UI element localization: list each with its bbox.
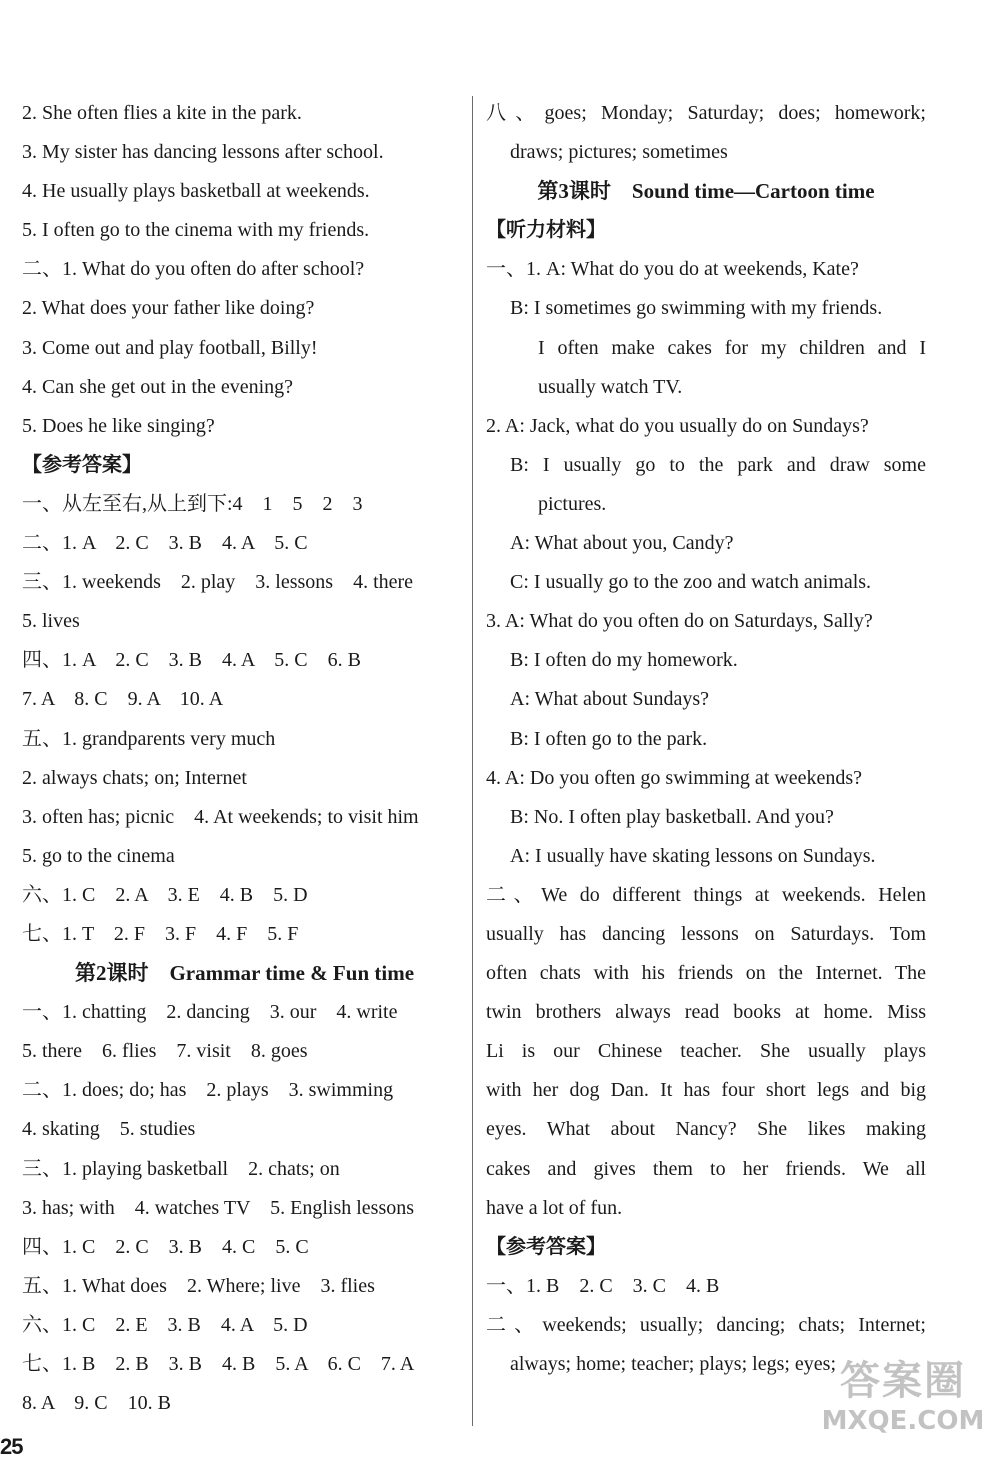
text-line: 5. go to the cinema bbox=[22, 844, 175, 867]
text-line: 5. there 6. flies 7. visit 8. goes bbox=[22, 1040, 308, 1063]
text-line: 四、1. C 2. C 3. B 4. C 5. C bbox=[22, 1235, 309, 1258]
text-line: 三、1. playing basketball 2. chats; on bbox=[22, 1157, 340, 1180]
text-line: 3. has; with 4. watches TV 5. English lessons bbox=[22, 1196, 415, 1219]
text-line: 3. A: What do you often do on Saturdays, Sally? bbox=[486, 610, 873, 633]
watermark-text: 答案圈 bbox=[840, 1358, 966, 1404]
text-line: 二、1. A 2. C 3. B 4. A 5. C bbox=[22, 532, 308, 555]
text-line: B: I usually go to the park and draw some bbox=[510, 453, 926, 476]
text-line: draws; pictures; sometimes bbox=[510, 141, 728, 164]
text-line: 五、1. grandparents very much bbox=[22, 727, 276, 750]
text-line: 2. A: Jack, what do you usually do on Sundays? bbox=[486, 414, 869, 437]
section-label: 【参考答案】 bbox=[22, 453, 142, 476]
text-line: 5. lives bbox=[22, 610, 80, 633]
text-line: 六、1. C 2. A 3. E 4. B 5. D bbox=[22, 883, 308, 906]
text-line: B: I sometimes go swimming with my friends. bbox=[510, 297, 883, 320]
text-line: 5. Does he like singing? bbox=[22, 414, 215, 437]
text-line: 8. A 9. C 10. B bbox=[22, 1392, 171, 1415]
text-line: always; home; teacher; plays; legs; eyes; bbox=[510, 1353, 837, 1375]
text-line: Li is our Chinese teacher. She usually plays bbox=[486, 1040, 926, 1063]
text-line: 二、We do different things at weekends. Helen bbox=[486, 883, 926, 906]
text-line: A: What about you, Candy? bbox=[510, 532, 734, 555]
column-divider bbox=[472, 96, 473, 1426]
section-label: 【参考答案】 bbox=[486, 1235, 606, 1258]
text-line: 七、1. T 2. F 3. F 4. F 5. F bbox=[22, 922, 299, 945]
text-line: usually has dancing lessons on Saturdays. Tom bbox=[486, 922, 926, 945]
text-line: have a lot of fun. bbox=[486, 1196, 623, 1219]
text-line: 一、1. chatting 2. dancing 3. our 4. write bbox=[22, 1001, 398, 1024]
text-line: 三、1. weekends 2. play 3. lessons 4. there bbox=[22, 571, 414, 594]
text-line: twin brothers always read books at home. Miss bbox=[486, 1001, 926, 1024]
section-label: 【听力材料】 bbox=[486, 219, 606, 242]
text-line: 2. She often flies a kite in the park. bbox=[22, 102, 302, 124]
text-line: 七、1. B 2. B 3. B 4. B 5. A 6. C 7. A bbox=[22, 1353, 415, 1375]
watermark-logo bbox=[808, 1356, 998, 1446]
text-line: B: I often do my homework. bbox=[510, 649, 738, 672]
text-line: 2. always chats; on; Internet bbox=[22, 766, 247, 789]
text-line: pictures. bbox=[538, 492, 607, 515]
text-line: cakes and gives them to her friends. We all bbox=[486, 1157, 926, 1180]
text-line: with her dog Dan. It has four short legs and big bbox=[486, 1079, 926, 1102]
text-line: I often make cakes for my children and I bbox=[538, 336, 926, 359]
text-line: 八、goes; Monday; Saturday; does; homework; bbox=[486, 102, 926, 124]
text-line: B: I often go to the park. bbox=[510, 727, 708, 750]
text-line: 4. A: Do you often go swimming at weekends? bbox=[486, 766, 863, 789]
text-line: A: What about Sundays? bbox=[510, 688, 710, 711]
text-line: 四、1. A 2. C 3. B 4. A 5. C 6. B bbox=[22, 649, 361, 672]
text-line: B: No. I often play basketball. And you? bbox=[510, 805, 834, 828]
text-line: 7. A 8. C 9. A 10. A bbox=[22, 688, 224, 711]
text-line: A: I usually have skating lessons on Sundays. bbox=[510, 844, 876, 867]
text-line: 一、1. A: What do you do at weekends, Kate? bbox=[486, 258, 859, 281]
text-line: 4. He usually plays basketball at weekends. bbox=[22, 180, 370, 203]
left-column bbox=[22, 94, 467, 1423]
text-line: 二、1. What do you often do after school? bbox=[22, 258, 365, 281]
text-line: 4. Can she get out in the evening? bbox=[22, 375, 294, 398]
text-line: 二、weekends; usually; dancing; chats; Internet; bbox=[486, 1313, 926, 1336]
text-line: 3. often has; picnic 4. At weekends; to visit him bbox=[22, 805, 419, 828]
text-line: 六、1. C 2. E 3. B 4. A 5. D bbox=[22, 1313, 308, 1336]
text-line: usually watch TV. bbox=[538, 375, 683, 398]
text-line: 2. What does your father like doing? bbox=[22, 297, 315, 320]
text-line: eyes. What about Nancy? She likes making bbox=[486, 1118, 926, 1141]
page-number: 25 bbox=[0, 1434, 23, 1459]
lesson-heading: 第2课时 Grammar time & Fun time bbox=[74, 961, 415, 986]
right-column bbox=[486, 94, 926, 1384]
text-line: 五、1. What does 2. Where; live 3. flies bbox=[22, 1274, 375, 1297]
lesson-heading: 第3课时 Sound time—Cartoon time bbox=[537, 179, 875, 204]
text-line: 一、从左至右,从上到下:4 1 5 2 3 bbox=[22, 492, 363, 515]
text-line: often chats with his friends on the Internet. The bbox=[486, 962, 926, 985]
watermark-url: MXQE.COM bbox=[821, 1406, 985, 1436]
text-line: 一、1. B 2. C 3. C 4. B bbox=[486, 1274, 720, 1297]
text-line: C: I usually go to the zoo and watch animals. bbox=[510, 571, 872, 594]
text-line: 二、1. does; do; has 2. plays 3. swimming bbox=[22, 1079, 394, 1102]
text-line: 5. I often go to the cinema with my friends. bbox=[22, 219, 370, 242]
text-line: 3. My sister has dancing lessons after school. bbox=[22, 141, 384, 164]
text-line: 4. skating 5. studies bbox=[22, 1118, 196, 1141]
text-line: 3. Come out and play football, Billy! bbox=[22, 336, 318, 359]
